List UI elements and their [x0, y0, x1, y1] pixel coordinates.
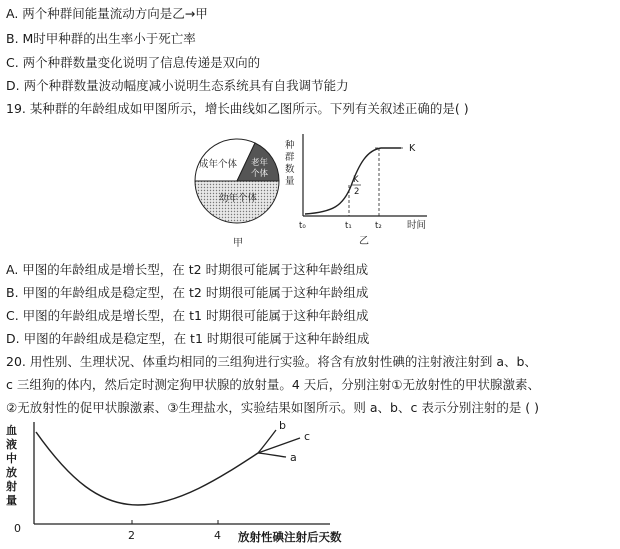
- svg-text:射: 射: [6, 480, 17, 493]
- growth-k2-bottom: 2: [354, 187, 360, 197]
- svg-text:种: 种: [285, 140, 295, 151]
- radio-main-curve: [36, 432, 258, 505]
- svg-text:量: 量: [285, 176, 295, 187]
- q19-option-d: D. 甲图的年龄组成是稳定型，在 t1 时期很可能属于这种年龄组成: [6, 331, 370, 346]
- growth-tick-t2: t₂: [375, 221, 382, 231]
- svg-text:放: 放: [6, 466, 17, 479]
- growth-k-label: K: [409, 143, 416, 154]
- growth-curve-figure: [283, 130, 443, 255]
- q19-option-c: C. 甲图的年龄组成是增长型，在 t1 时期很可能属于这种年龄组成: [6, 308, 369, 323]
- svg-text:中: 中: [6, 452, 17, 465]
- q20-line-3: ②无放射性的促甲状腺激素、③生理盐水，实验结果如图所示。则 a、b、c 表示分别注射的是 ( ): [6, 400, 540, 415]
- growth-k2-top: K: [353, 175, 359, 185]
- svg-text:液: 液: [6, 438, 17, 451]
- q18-option-d: D. 两个种群数量波动幅度减小说明生态系统具有自我调节能力: [6, 78, 349, 93]
- growth-tick-t1: t₁: [345, 221, 352, 231]
- pie-label-old-2: 个体: [251, 169, 269, 179]
- pie-label-young: 幼年个体: [219, 193, 258, 204]
- pie-caption: 甲: [233, 238, 243, 249]
- growth-x-label: 时间: [407, 220, 427, 231]
- q19-option-b: B. 甲图的年龄组成是稳定型，在 t2 时期很可能属于这种年龄组成: [6, 285, 369, 300]
- q20-line-2: c 三组狗的体内，然后定时测定狗甲状腺的放射量。4 天后，分别注射①无放射性的甲状腺激素、: [6, 377, 540, 392]
- radio-x-label: 放射性碘注射后天数: [238, 530, 342, 544]
- q18-option-a: A. 两个种群间能量流动方向是乙→甲: [6, 6, 208, 21]
- pie-label-adult: 成年个体: [199, 159, 238, 170]
- q20-line-1: 20. 用性别、生理状况、体重均相同的三组狗进行实验。将含有放射性碘的注射液注射到 a、b、: [6, 354, 537, 369]
- growth-caption: 乙: [359, 236, 369, 247]
- svg-text:数: 数: [285, 164, 295, 175]
- radioactivity-graph: [0, 420, 380, 549]
- radio-label-a: a: [290, 451, 297, 464]
- radio-tick-2: 2: [128, 529, 135, 542]
- radio-tick-4: 4: [214, 529, 221, 542]
- q18-option-b: B. M时甲种群的出生率小于死亡率: [6, 31, 196, 46]
- growth-tick-t0: t₀: [299, 221, 306, 231]
- radio-curve-a: [258, 453, 286, 457]
- svg-text:血: 血: [6, 424, 17, 437]
- radio-label-b: b: [279, 420, 286, 432]
- q19-stem: 19. 某种群的年龄组成如甲图所示，增长曲线如乙图所示。下列有关叙述正确的是( ): [6, 101, 469, 116]
- radio-y-label: [6, 423, 17, 507]
- radio-origin: 0: [14, 522, 21, 535]
- q19-option-a: A. 甲图的年龄组成是增长型，在 t2 时期很可能属于这种年龄组成: [6, 262, 369, 277]
- radio-label-c: c: [304, 430, 311, 443]
- svg-text:群: 群: [285, 152, 295, 163]
- age-structure-pie-figure: [185, 135, 290, 255]
- q18-option-c: C. 两个种群数量变化说明了信息传递是双向的: [6, 55, 261, 70]
- svg-text:量: 量: [6, 494, 17, 507]
- pie-label-old-1: 老年: [251, 158, 269, 168]
- growth-y-label: [285, 139, 295, 187]
